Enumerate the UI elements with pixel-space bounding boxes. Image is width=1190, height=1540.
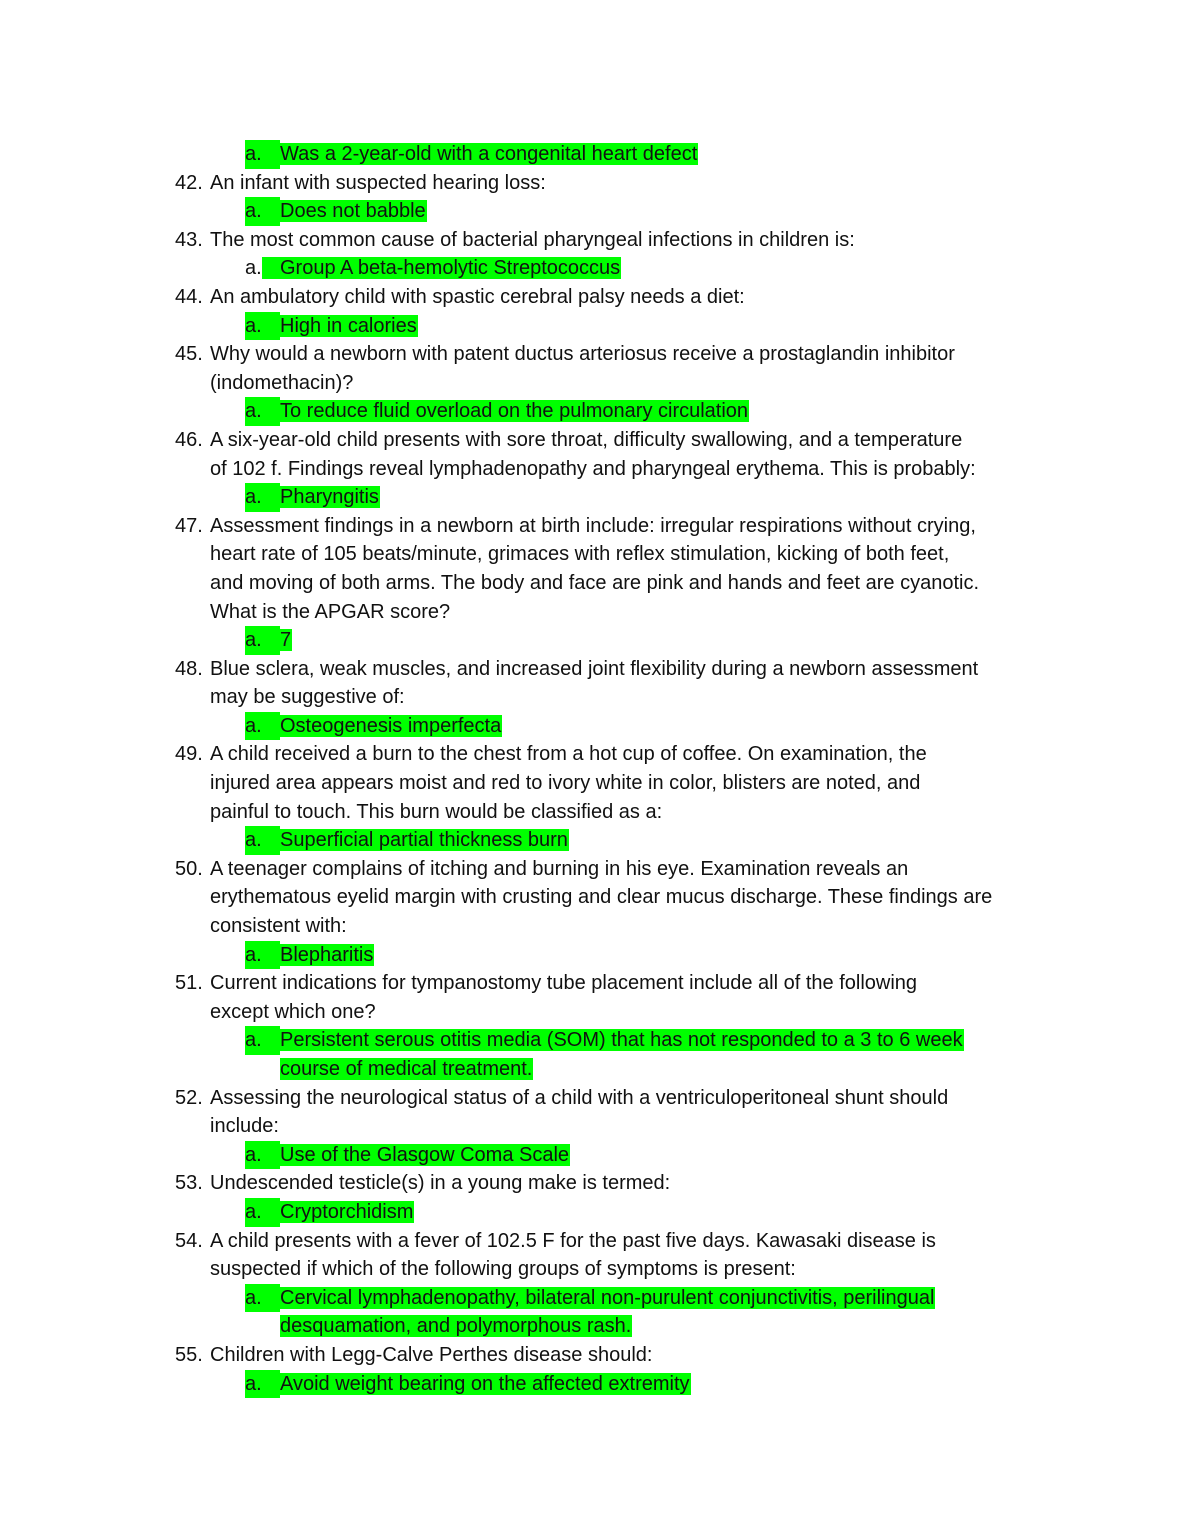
answer-item [0, 1026, 1190, 1083]
question-number: 42. [175, 171, 203, 194]
question-text [210, 740, 1190, 826]
question-number: 53. [175, 1172, 203, 1195]
question-item [0, 655, 1190, 712]
answer-text [280, 483, 380, 512]
answer-line: To reduce fluid overload on the pulmonary circulation [280, 400, 749, 423]
question-item [0, 855, 1190, 941]
question-item [0, 340, 1190, 397]
answer-letter: a. [245, 1370, 280, 1399]
answer-item [0, 1141, 1190, 1170]
answer-text [280, 1026, 964, 1083]
answer-letter: a. [245, 397, 280, 426]
question-item [0, 1227, 1190, 1284]
question-line: What is the APGAR score? [210, 600, 451, 623]
question-line: A teenager complains of itching and burning in his eye. Examination reveals an [210, 857, 909, 880]
answer-line: Pharyngitis [280, 486, 379, 509]
question-text [210, 1084, 1190, 1141]
question-text [210, 512, 1190, 626]
question-line: Blue sclera, weak muscles, and increased joint flexibility during a newborn assessment [210, 657, 979, 680]
answer-text [280, 626, 292, 655]
answer-top [0, 140, 1190, 169]
answer-text [280, 941, 374, 970]
question-number: 46. [175, 428, 203, 451]
answer-line: Superficial partial thickness burn [280, 829, 568, 852]
question-line: include: [210, 1115, 279, 1138]
question-item [0, 283, 1190, 312]
answer-text [262, 254, 621, 283]
answer-item [0, 941, 1190, 970]
answer-item [0, 1284, 1190, 1341]
question-line: Why would a newborn with patent ductus arteriosus receive a prostaglandin inhibitor [210, 343, 955, 366]
answer-line: Does not babble [280, 200, 426, 223]
question-item [0, 1084, 1190, 1141]
answer-item [0, 397, 1190, 426]
question-number: 43. [175, 228, 203, 251]
question-line: (indomethacin)? [210, 371, 354, 394]
question-item [0, 969, 1190, 1026]
question-line: injured area appears moist and red to ivory white in color, blisters are noted, and [210, 772, 921, 795]
question-item [0, 512, 1190, 626]
question-item [0, 740, 1190, 826]
question-text [210, 426, 1190, 483]
question-text [210, 655, 1190, 712]
question-text [210, 169, 1190, 198]
answer-line: Was a 2-year-old with a congenital heart defect [280, 143, 698, 165]
question-text [210, 855, 1190, 941]
answer-line: Use of the Glasgow Coma Scale [280, 1143, 570, 1166]
answer-item [0, 826, 1190, 855]
question-number: 44. [175, 285, 203, 308]
question-number: 47. [175, 514, 203, 537]
question-text [210, 969, 1190, 1026]
answer-line: Persistent serous otitis media (SOM) that has not responded to a 3 to 6 week [280, 1029, 963, 1052]
question-line: An ambulatory child with spastic cerebral palsy needs a diet: [210, 285, 745, 308]
answer-item [0, 254, 1190, 283]
question-line: may be suggestive of: [210, 686, 405, 709]
question-line: A child presents with a fever of 102.5 F for the past five days. Kawasaki disease is [210, 1229, 936, 1252]
question-line: heart rate of 105 beats/minute, grimaces with reflex stimulation, kicking of both feet, [210, 543, 950, 566]
question-number: 45. [175, 343, 203, 366]
question-text [210, 226, 1190, 255]
answer-line: Cryptorchidism [280, 1200, 414, 1223]
question-item [0, 1341, 1190, 1370]
question-line: painful to touch. This burn would be classified as a: [210, 800, 663, 823]
answer-letter: a. [245, 483, 280, 512]
answer-item [0, 1370, 1190, 1399]
answer-text [280, 826, 569, 855]
answer-letter: a. [245, 826, 280, 855]
question-text [210, 283, 1190, 312]
question-line: A child received a burn to the chest from a hot cup of coffee. On examination, the [210, 743, 927, 766]
answer-item [0, 626, 1190, 655]
answer-letter: a. [245, 197, 280, 226]
question-line: Current indications for tympanostomy tube placement include all of the following [210, 972, 918, 995]
answer-letter: a. [245, 1141, 280, 1170]
question-item [0, 426, 1190, 483]
question-number: 50. [175, 857, 203, 880]
answer-text [280, 1141, 570, 1170]
question-line: Children with Legg-Calve Perthes disease should: [210, 1343, 653, 1366]
answer-item [0, 197, 1190, 226]
answer-line: Group A beta-hemolytic Streptococcus [262, 257, 621, 279]
question-text [210, 1169, 1190, 1198]
answer-line: Cervical lymphadenopathy, bilateral non-purulent conjunctivitis, perilingual [280, 1286, 935, 1309]
answer-letter: a. [245, 1284, 280, 1313]
question-item [0, 169, 1190, 198]
question-line: except which one? [210, 1000, 376, 1023]
question-line: Assessment findings in a newborn at birth include: irregular respirations without crying, [210, 514, 976, 537]
answer-letter: a. [245, 712, 280, 741]
question-number: 49. [175, 743, 203, 766]
answer-line: Osteogenesis imperfecta [280, 714, 502, 737]
question-line: Assessing the neurological status of a child with a ventriculoperitoneal shunt should [210, 1086, 949, 1109]
question-item [0, 226, 1190, 255]
answer-letter: a. [245, 626, 280, 655]
answer-line: Avoid weight bearing on the affected extremity [280, 1372, 690, 1395]
answer-text [280, 1284, 935, 1341]
answer-line: High in calories [280, 314, 417, 337]
answer-item [0, 1198, 1190, 1227]
answer-item [0, 312, 1190, 341]
answer-text [280, 1370, 691, 1399]
question-number: 48. [175, 657, 203, 680]
answer-letter: a. [245, 312, 280, 341]
answer-line: Blepharitis [280, 943, 374, 966]
question-number: 52. [175, 1086, 203, 1109]
question-line: The most common cause of bacterial pharyngeal infections in children is: [210, 228, 855, 251]
question-line: suspected if which of the following groups of symptoms is present: [210, 1258, 796, 1281]
question-line: Undescended testicle(s) in a young make is termed: [210, 1172, 671, 1195]
question-text [210, 1227, 1190, 1284]
answer-item [0, 483, 1190, 512]
answer-letter: a. [245, 140, 280, 169]
answer-line: 7 [280, 629, 292, 652]
question-number: 55. [175, 1343, 203, 1366]
answer-letter: a. [245, 941, 280, 970]
answer-text [280, 140, 698, 169]
question-number: 54. [175, 1229, 203, 1252]
question-list [0, 140, 1190, 1398]
answer-text [280, 397, 749, 426]
question-line: consistent with: [210, 915, 347, 938]
question-line: of 102 f. Findings reveal lymphadenopathy and pharyngeal erythema. This is probably: [210, 457, 976, 480]
answer-letter: a. [245, 257, 262, 280]
question-line: and moving of both arms. The body and face are pink and hands and feet are cyanotic. [210, 571, 980, 594]
answer-line: desquamation, and polymorphous rash. [280, 1315, 632, 1338]
answer-line: course of medical treatment. [280, 1058, 533, 1080]
question-text [210, 1341, 1190, 1370]
answer-text [280, 1198, 414, 1227]
answer-letter: a. [245, 1198, 280, 1227]
question-text [210, 340, 1190, 397]
answer-text [280, 312, 418, 341]
question-line: A six-year-old child presents with sore throat, difficulty swallowing, and a temperature [210, 428, 963, 451]
question-line: An infant with suspected hearing loss: [210, 171, 546, 194]
question-item [0, 1169, 1190, 1198]
question-number: 51. [175, 972, 203, 995]
answer-letter: a. [245, 1026, 280, 1055]
answer-text [280, 712, 502, 741]
answer-text [280, 197, 427, 226]
answer-item [0, 712, 1190, 741]
question-line: erythematous eyelid margin with crusting and clear mucus discharge. These findings are [210, 886, 993, 909]
